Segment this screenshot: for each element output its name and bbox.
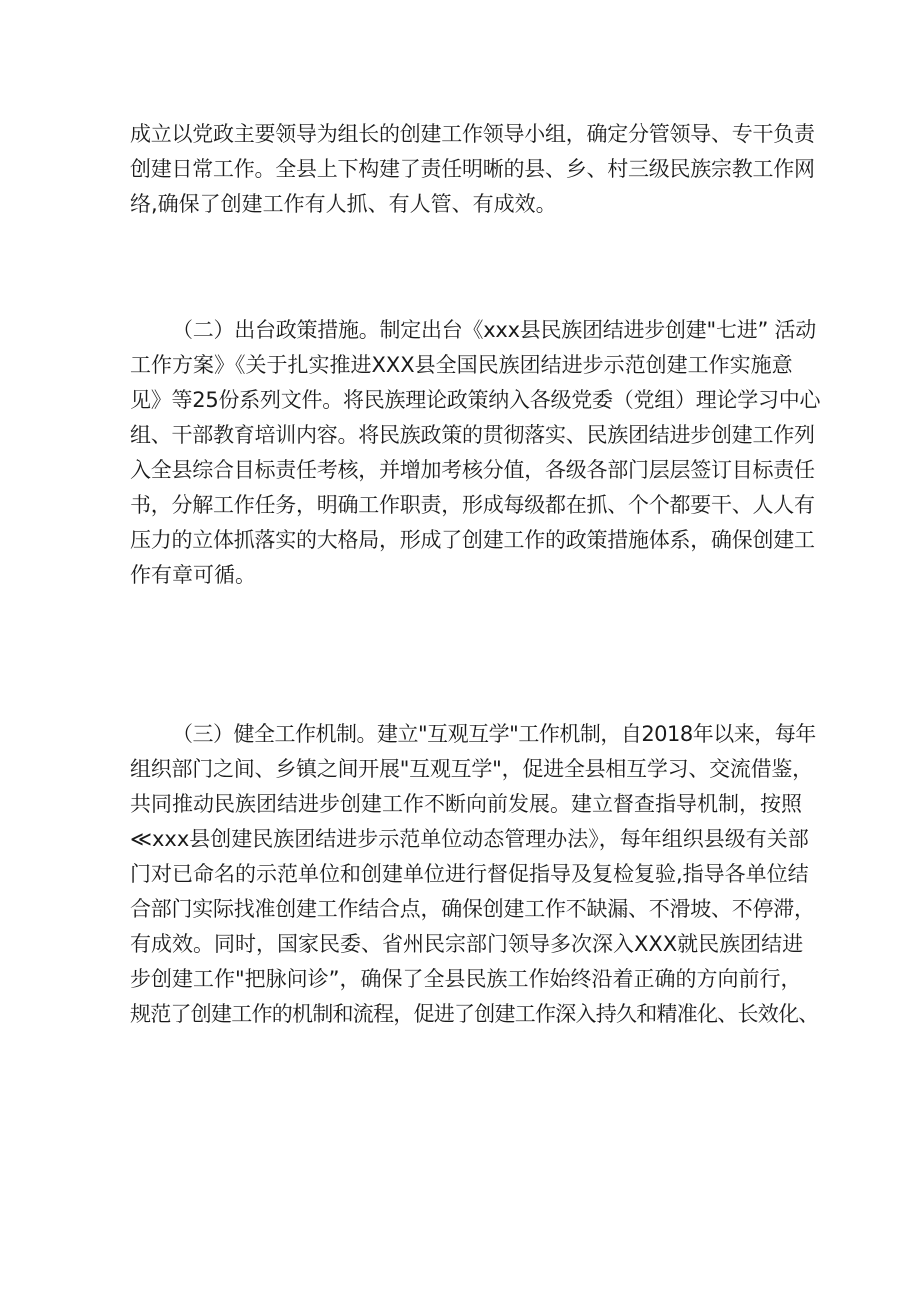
- text-line: 规范了创建工作的机制和流程，促进了创建工作深入持久和精准化、长效化、: [130, 1002, 819, 1026]
- text-line: （三）健全工作机制。建立"互观互学"工作机制，自2018年以来，每年: [172, 722, 816, 746]
- text-line: 成立以党政主要领导为组长的创建工作领导小组，确定分管领导、专干负责: [130, 122, 815, 146]
- text-line: 共同推动民族团结进步创建工作不断向前发展。建立督查指导机制，按照: [130, 792, 802, 816]
- text-line: 有成效。同时，国家民委、省州民宗部门领导多次深入XXX就民族团结进: [130, 932, 804, 956]
- text-line: ≪xxx县创建民族团结进步示范单位动态管理办法》，每年组织县级有关部: [130, 827, 809, 851]
- text-line: 步创建工作"把脉问诊”，确保了全县民族工作始终沿着正确的方向前行，: [130, 967, 802, 991]
- text-line: 入全县综合目标责任考核，并增加考核分值，各级各部门层层签订目标责任: [130, 458, 815, 482]
- text-line: 压力的立体抓落实的大格局，形成了创建工作的政策措施体系，确保创建工: [130, 528, 815, 552]
- text-line: 书，分解工作任务，明确工作职责，形成每级都在抓、个个都要干、人人有: [130, 493, 815, 517]
- paragraph-work-mechanism: [130, 717, 819, 1032]
- text-line: 络,确保了创建工作有人抓、有人管、有成效。: [130, 192, 557, 216]
- text-line: 门对已命名的示范单位和创建单位进行督促指导及复检复验,指导各单位结: [130, 862, 809, 886]
- text-line: 组织部门之间、乡镇之间开展"互观互学"，促进全县相互学习、交流借鉴，: [130, 757, 813, 781]
- paragraph-policy-measures: [130, 313, 821, 593]
- text-line: 组、干部教育培训内容。将民族政策的贯彻落实、民族团结进步创建工作列: [130, 423, 815, 447]
- paragraph-intro-continuation: [130, 117, 815, 222]
- text-line: 工作方案》《关于扎实推进XXX县全国民族团结进步示范创建工作实施意: [130, 353, 793, 377]
- text-line: 见》等25份系列文件。将民族理论政策纳入各级党委（党组）理论学习中心: [130, 388, 821, 412]
- text-line: 合部门实际找准创建工作结合点，确保创建工作不缺漏、不滑坡、不停滞，: [130, 897, 815, 921]
- text-line: （二）出台政策措施。制定出台《xxx县民族团结进步创建"七进” 活动: [172, 318, 816, 342]
- text-line: 作有章可循。: [130, 563, 256, 587]
- text-line: 创建日常工作。全县上下构建了责任明晰的县、乡、村三级民族宗教工作网: [130, 157, 815, 181]
